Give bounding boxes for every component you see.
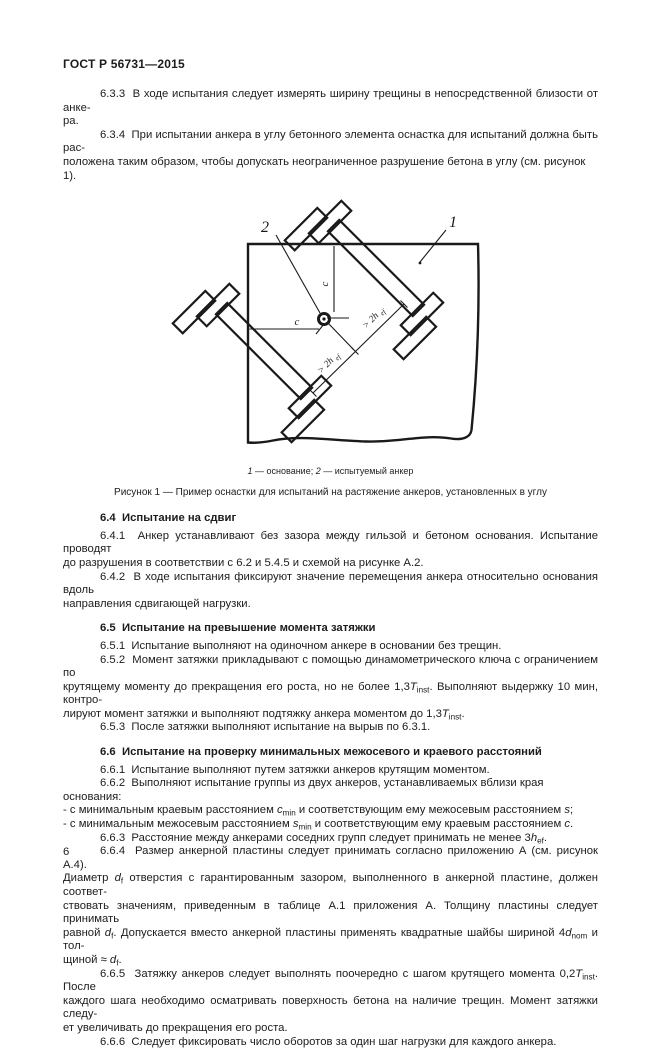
paragraph-6-6-5: 6.6.5 Затяжку анкеров следует выполнять поочередно с шагом крутящего момента $0,2T_{inst}$. После каждого шага необходимо осматривать поверхность бетона на наличие трещин. Момент затяжки следу- ет увеличивать до прекращения его роста. xyxy=(63,967,602,1034)
corner-test-rig-drawing xyxy=(146,196,514,458)
paragraph-6-3-3: 6.3.3 В ходе испытания следует измерять ширину трещины в непосредственной близости от анке- ра. xyxy=(63,88,602,128)
paragraph-6-6-4: 6.6.4 Размер анкерной пластины следует принимать согласно приложению А (см. рисунок А.4). Диаметр $d_f$ отверстия с гарантированным зазором, выполненного в анкерной пластине, должен соответ- ствовать значениям, приведенным в таблице А.1 приложения А. Толщину пластины следует принимать равной $d_f$. Допускается вместо анкерной пластины применять квадратные шайбы шириной $4d_{nom}$ и тол- щиной ≈ $d_f$. xyxy=(63,845,602,968)
paragraph-6-5-2: 6.5.2 Момент затяжки прикладывают с помощью динамометрического ключа с ограничением по крутящему моменту до прекращения его роста, но не более $1,3T_{inst}$. Выполняют выдержку 10 мин, контро- лируют момент затяжки и выполняют подтяжку анкера моментом до $1,3T_{inst}$. xyxy=(63,653,602,722)
standard-number-header: ГОСТ Р 56731—2015 xyxy=(63,57,185,71)
paragraph-6-3-4: 6.3.4 При испытании анкера в углу бетонного элемента оснастка для испытаний должна быть рас- положена таким образом, чтобы допускать неограниченное разрушение бетона в углу (см. рисунок 1). xyxy=(63,128,602,182)
anchor-symbol xyxy=(319,314,330,325)
callout-1-base xyxy=(419,214,457,264)
dimension-2hef-label-lower xyxy=(316,350,343,377)
heading-6-4: 6.4 Испытание на сдвиг xyxy=(100,512,237,525)
svg-text:1: 1 xyxy=(449,214,457,232)
figure-1 xyxy=(63,196,598,498)
page-number: 6 xyxy=(63,846,70,858)
paragraph-6-5-3: 6.5.3 После затяжки выполняют испытание на вырыв по 6.3.1. xyxy=(100,721,431,734)
paragraph-6-6-1: 6.6.1 Испытание выполняют путем затяжки анкеров крутящим моментом. xyxy=(100,763,490,776)
svg-text:ef: ef xyxy=(333,353,343,363)
support-beam-bottom-left xyxy=(173,275,340,442)
svg-text:> 2h: > 2h xyxy=(316,356,337,377)
dimension-c-vertical xyxy=(319,246,349,318)
paragraph-6-6-6: 6.6.6 Следует фиксировать число оборотов за один шаг нагрузки для каждого анкера. xyxy=(100,1035,557,1048)
paragraph-6-6-3: 6.6.3 Расстояние между анкерами соседних групп следует принимать не менее $3h_{ef}$. xyxy=(100,831,548,846)
heading-6-5: 6.5 Испытание на превышение момента затяжки xyxy=(100,622,376,635)
svg-text:2: 2 xyxy=(261,219,269,237)
dimension-c-horizontal xyxy=(250,316,325,334)
paragraph-6-6-2: 6.6.2 Выполняют испытание группы из двух анкеров, устанавливаемых вблизи края основания: xyxy=(63,777,547,803)
heading-6-6: 6.6 Испытание на проверку минимальных межосевого и краевого расстояний xyxy=(100,746,542,759)
dimension-c-horizontal-label: c xyxy=(294,316,300,329)
list-item-smin: - с минимальным межосевым расстоянием $s_{min}$ и соответствующим ему краевым расстоянием c. xyxy=(63,818,574,832)
paragraph-6-4-1: 6.4.1 Анкер устанавливают без зазора между гильзой и бетоном основания. Испытание проводят до разрушения в соответствии с 6.2 и 5.4.5 и схемой на рисунке А.2. xyxy=(63,529,602,569)
figure-title: Рисунок 1 — Пример оснастки для испытаний на растяжение анкеров, установленных в углу xyxy=(114,487,547,499)
svg-text:ef: ef xyxy=(378,308,388,318)
paragraph-6-4-2: 6.4.2 В ходе испытания фиксируют значение перемещения анкера относительно основания вдоль направления сдвигающей нагрузки. xyxy=(63,570,602,610)
paragraph-6-5-1: 6.5.1 Испытание выполняют на одиночном анкере в основании без трещин. xyxy=(100,639,502,652)
support-beam-top-right xyxy=(285,196,452,359)
svg-text:> 2h: > 2h xyxy=(361,311,382,332)
page-content xyxy=(63,57,602,1049)
list-item-cmin: - с минимальным краевым расстоянием $c_{min}$ и соответствующим ему межосевым расстоянием s; xyxy=(63,804,574,818)
figure-legend: 1 — основание; 2 — испытуемый анкер xyxy=(247,466,414,477)
dimension-2hef-label-upper xyxy=(361,305,388,332)
dimension-c-vertical-label: c xyxy=(319,281,331,287)
